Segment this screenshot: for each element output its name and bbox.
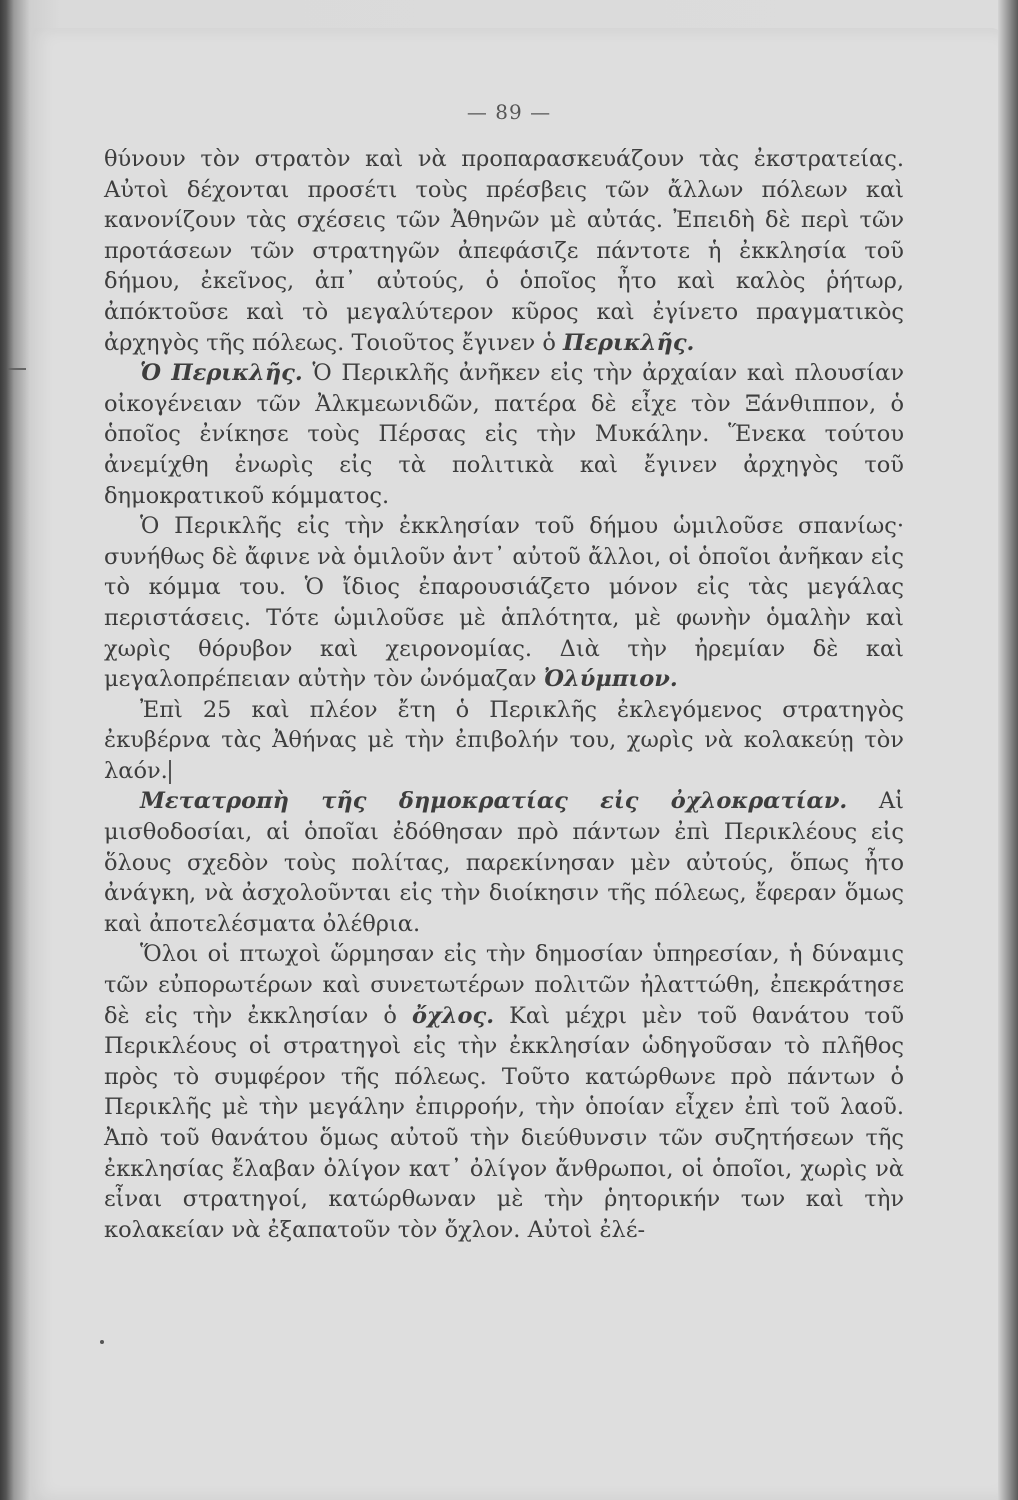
- text-run: Ὅλοι οἱ πτωχοὶ ὥρμησαν εἰς τὴν δημοσίαν ὑπηρεσίαν, ἡ δύναμις τῶν εὐπορωτέρων καὶ συνετωτέρων πολιτῶν ἠλαττώθη, ἐπεκράτησε δὲ εἰς τὴν ἐκκλησίαν ὁ: [104, 941, 904, 1029]
- paragraph: [104, 695, 904, 787]
- text-run: Αἱ μισθοδοσίαι, αἱ ὁποῖαι ἐδόθησαν πρὸ πάντων ἐπὶ Περικλέους εἰς ὅλους σχεδὸν τοὺς πολίτας, παρεκίνησαν μὲν αὐτούς, ὅπως ἦτο ἀνάγκη, νὰ ἀσχολοῦνται εἰς τὴν διοίκησιν τῆς πόλεως, ἔφεραν ὅμως καὶ ἀποτελέσματα ὀλέθρια.: [104, 788, 904, 937]
- text-run: Καὶ μέχρι μὲν τοῦ θανάτου τοῦ Περικλέους οἱ στρατηγοὶ εἰς τὴν ἐκκλησίαν ὡδηγοῦσαν τὸ πλῆθος πρὸς τὸ συμφέρον τῆς πόλεως. Τοῦτο κατώρθωνε πρὸ πάντων ὁ Περικλῆς μὲ τὴν μεγάλην ἐπιρροήν, τὴν ὁποίαν εἶχεν ἐπὶ τοῦ λαοῦ. Ἀπὸ τοῦ θανάτου ὅμως αὐτοῦ τὴν διεύθυνσιν τῶν συζητήσεων τῆς ἐκκλησίας ἔλαβαν ὀλίγον κατ᾽ ὀλίγον ἄνθρωποι, οἱ ὁποῖοι, χωρὶς νὰ εἶναι στρατηγοί, κατώρθωναν μὲ τὴν ῥητορικήν των καὶ τὴν κολακείαν νὰ ἐξαπατοῦν τὸν ὄχλον. Αὐτοὶ ἐλέ-: [104, 1002, 904, 1243]
- page-number: — 89 —: [466, 100, 552, 124]
- paragraph: [104, 939, 904, 1245]
- text-cursor: [169, 760, 171, 784]
- paragraph-ochlokratia: [104, 786, 904, 939]
- section-heading-ochlokratia: Μετατροπὴ τῆς δημοκρατίας εἰς ὀχλοκρατίαν.: [140, 788, 848, 815]
- margin-dot: [100, 1340, 104, 1344]
- paragraph: [104, 144, 904, 358]
- emphasis-ochlos: ὄχλος.: [411, 1002, 495, 1029]
- emphasis-olympion: Ὀλύμπιον.: [543, 666, 678, 693]
- margin-mark: [8, 368, 26, 370]
- emphasis-periklis: Περικλῆς.: [563, 329, 695, 356]
- body-text: [104, 144, 904, 1245]
- page-edge: [998, 0, 1018, 1500]
- text-run: Ὁ Περικλῆς εἰς τὴν ἐκκλησίαν τοῦ δήμου ὡμιλοῦσε σπανίως· συνήθως δὲ ἄφινε νὰ ὁμιλοῦν ἀντ᾽ αὐτοῦ ἄλλοι, οἱ ὁποῖοι ἀνῆκαν εἰς τὸ κόμμα του. Ὁ ἴδιος ἐπαρουσιάζετο μόνον εἰς τὰς μεγάλας περιστάσεις. Τότε ὡμιλοῦσε μὲ ἁπλότητα, μὲ φωνὴν ὁμαλὴν καὶ χωρὶς θόρυβον καὶ χειρονομίας. Διὰ τὴν ἠρεμίαν δὲ καὶ μεγαλοπρέπειαν αὐτὴν τὸν ὠνόμαζαν: [104, 513, 904, 693]
- section-heading-periklis: Ὁ Περικλῆς.: [140, 360, 303, 387]
- text-run: Ὁ Περικλῆς ἀνῆκεν εἰς τὴν ἀρχαίαν καὶ πλουσίαν οἰκογένειαν τῶν Ἀλκμεωνιδῶν, πατέρα δὲ εἶχε τὸν Ξάνθιππον, ὁ ὁποῖος ἐνίκησε τοὺς Πέρσας εἰς τὴν Μυκάλην. Ἕνεκα τούτου ἀνεμίχθη ἐνωρὶς εἰς τὰ πολιτικὰ καὶ ἔγινεν ἀρχηγὸς τοῦ δημοκρατικοῦ κόμματος.: [104, 360, 904, 509]
- text-run: θύνουν τὸν στρατὸν καὶ νὰ προπαρασκευάζουν τὰς ἐκστρατείας. Αὐτοὶ δέχονται προσέτι τοὺς πρέσβεις τῶν ἄλλων πόλεων καὶ κανονίζουν τὰς σχέσεις τῶν Ἀθηνῶν μὲ αὐτάς. Ἐπειδὴ δὲ περὶ τῶν προτάσεων τῶν στρατηγῶν ἀπεφάσιζε πάντοτε ἡ ἐκκλησία τοῦ δήμου, ἐκεῖνος, ἀπ᾽ αὐτούς, ὁ ὁποῖος ἦτο καὶ καλὸς ῥήτωρ, ἀπόκτοῦσε καὶ τὸ μεγαλύτερον κῦρος καὶ ἐγίνετο πραγματικὸς ἀρχηγὸς τῆς πόλεως. Τοιοῦτος ἔγινεν ὁ: [104, 146, 904, 356]
- text-run: Ἐπὶ 25 καὶ πλέον ἔτη ὁ Περικλῆς ἐκλεγόμενος στρατηγὸς ἐκυβέρνα τὰς Ἀθήνας μὲ τὴν ἐπιβολήν του, χωρὶς νὰ κολακεύῃ τὸν λαόν.: [104, 696, 904, 784]
- paragraph-periklis: [104, 358, 904, 511]
- paragraph: [104, 511, 904, 695]
